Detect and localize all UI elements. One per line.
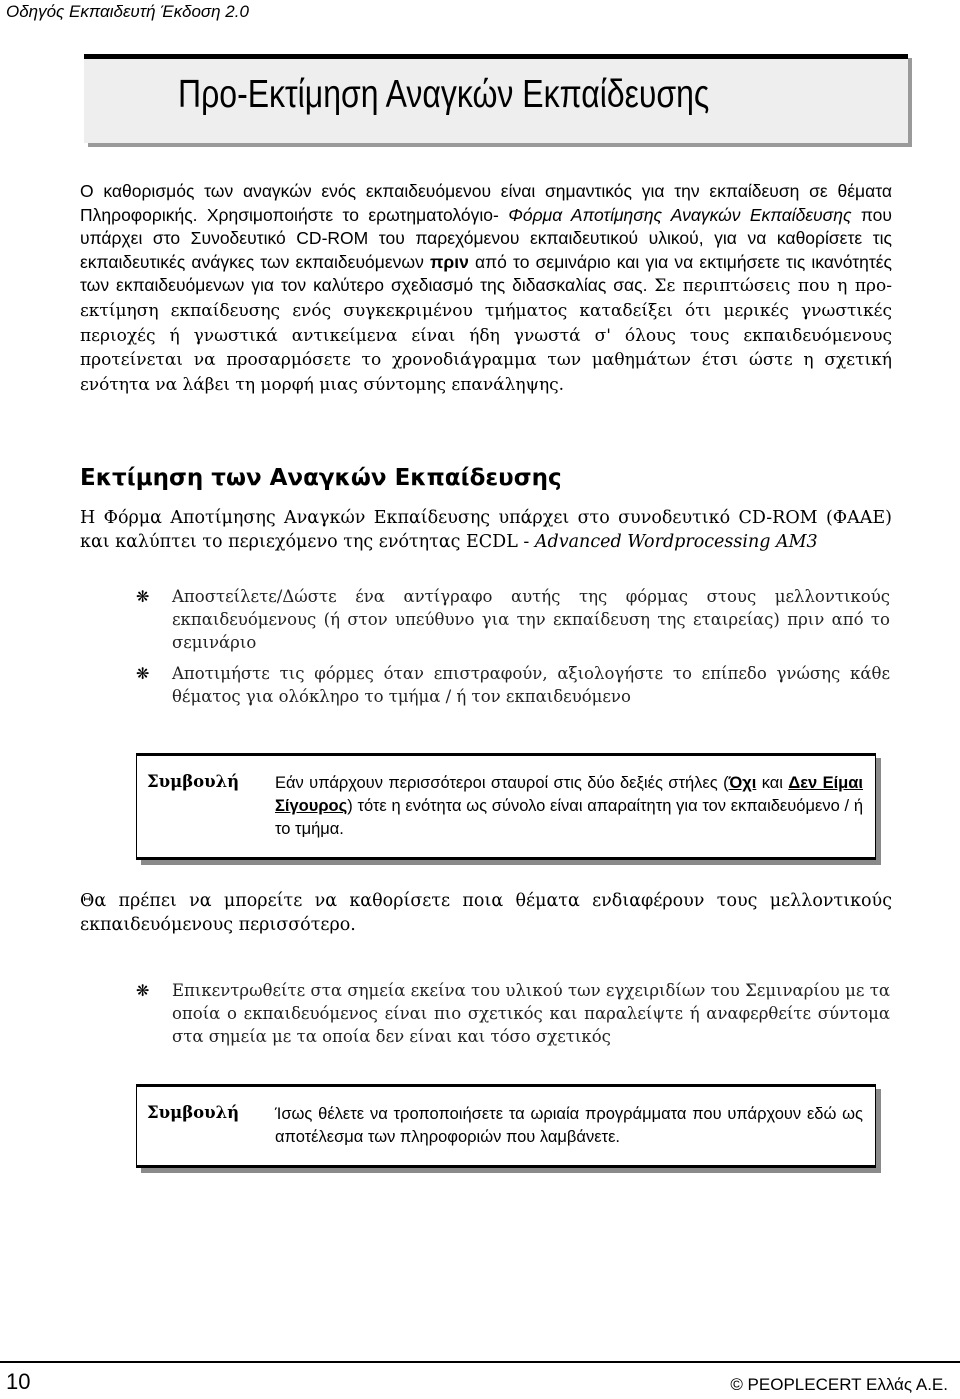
flower-bullet-icon: ❋ xyxy=(136,587,150,606)
tip-text-a: Εάν υπάρχουν περισσότεροι σταυροί στις δύο δεξιές στήλες ( xyxy=(275,774,729,792)
copyright: © PEOPLECERT Ελλάς Α.Ε. xyxy=(730,1375,948,1394)
module-name: Advanced Wordprocessing AM3 xyxy=(534,531,818,552)
section-paragraph xyxy=(80,507,892,554)
running-header: Οδηγός Εκπαιδευτή Έκδοση 2.0 xyxy=(6,2,249,21)
intro-before: πριν xyxy=(429,251,469,272)
intro-text-1: Ο καθορισμός των αναγκών ενός εκπαιδευόμενου είναι σημαντικός για την εκπαίδευση σε θέματα Πληροφορικής. Χρησιμοποιήστε το ερωτηματολόγιο- xyxy=(80,181,892,225)
tip-not-sure: Δεν Είμαι Σίγουρος xyxy=(275,774,864,815)
title-banner xyxy=(84,54,908,143)
tip-and: και xyxy=(761,774,783,792)
tip-text-b: ) τότε η ενότητα ως σύνολο είναι απαραίτητη για τον εκπαιδευόμενο / ή το τμήμα. xyxy=(275,797,863,838)
tip-box xyxy=(136,1084,876,1168)
tip-box xyxy=(136,753,876,860)
intro-text-3: από το σεμινάριο και για να εκτιμήσετε τις ικανότητές των εκπαιδευόμενων για τον καλύτερο σχεδιασμό της διδασκαλίας σας. xyxy=(80,251,892,296)
bullet-item: Αποτιμήστε τις φόρμες όταν επιστραφούν, αξιολογήστε το επίπεδο γνώσης κάθε θέματος για ολόκληρο το τμήμα / ή τον εκπαιδευόμενο xyxy=(172,664,890,706)
tip-text: Ίσως θέλετε να τροποποιήσετε τα ωριαία προγράμματα που υπάρχουν εδώ ως αποτέλεσμα των πληροφοριών που λαμβάνετε. xyxy=(275,1105,863,1146)
bullet-item: Αποστείλετε/Δώστε ένα αντίγραφο αυτής της φόρμας στους μελλοντικούς εκπαιδευόμενους (ή στον υπεύθυνο για την εκπαίδευση της εταιρείας) πριν από το σεμινάριο xyxy=(172,587,890,652)
form-name: Φόρμα Αποτίμησης Αναγκών Εκπαίδευσης xyxy=(508,204,852,225)
flower-bullet-icon: ❋ xyxy=(136,664,150,683)
footer-divider xyxy=(0,1361,960,1363)
intro-text-2: που υπάρχει στο Συνοδευτικό CD-ROM του παρεχόμενου εκπαιδευτικού υλικού, για να καθορίσετε τις εκπαιδευτικές ανάγκες των εκπαιδευόμενων xyxy=(80,204,892,272)
intro-paragraph xyxy=(80,180,892,397)
flower-bullet-icon: ❋ xyxy=(136,981,150,1000)
tip-text xyxy=(275,772,863,841)
middle-paragraph: Θα πρέπει να μπορείτε να καθορίσετε ποια θέματα ενδιαφέρουν τους μελλοντικούς εκπαιδευόμενους περισσότερο. xyxy=(80,891,892,935)
bullet-item: Επικεντρωθείτε στα σημεία εκείνα του υλικού των εγχειριδίων του Σεμιναρίου με τα οποία ο εκπαιδευόμενος είναι πιο σχετικός και παραλείψτε ή αναφερθείτε σύντομα στα σημεία με τα οποία δεν είναι και τόσο σχετικός xyxy=(172,981,890,1046)
section-heading: Εκτίμηση των Αναγκών Εκπαίδευσης xyxy=(80,465,562,491)
page-number: 10 xyxy=(6,1369,31,1394)
tip-no: Όχι xyxy=(728,774,757,792)
intro-text-4: Σε περιπτώσεις που η προ-εκτίμηση εκπαίδευσης ενός συγκεκριμένου τμήματος καταδείξει ότι μερικές γνωστικές περιοχές ή γνωστικά αντικείμενα είναι ήδη γνωστά σ' όλους τους εκπαιδευόμενους προτείνεται να προσαρμόσετε το χρονοδιάγραμμα των μαθημάτων έτσι ώστε η σχετική ενότητα να λάβει τη μορφή μιας σύντομης επανάληψης. xyxy=(80,276,892,395)
tip-label: Συμβουλή xyxy=(147,772,240,791)
tip-label: Συμβουλή xyxy=(147,1103,240,1122)
page-title: Προ-Εκτίμηση Αναγκών Εκπαίδευσης xyxy=(178,73,710,116)
section-text: Η Φόρμα Αποτίμησης Αναγκών Εκπαίδευσης υπάρχει στο συνοδευτικό CD-ROM (ΦΑΑΕ) και καλύπτει το περιεχόμενο της ενότητας ECDL - xyxy=(80,508,892,552)
